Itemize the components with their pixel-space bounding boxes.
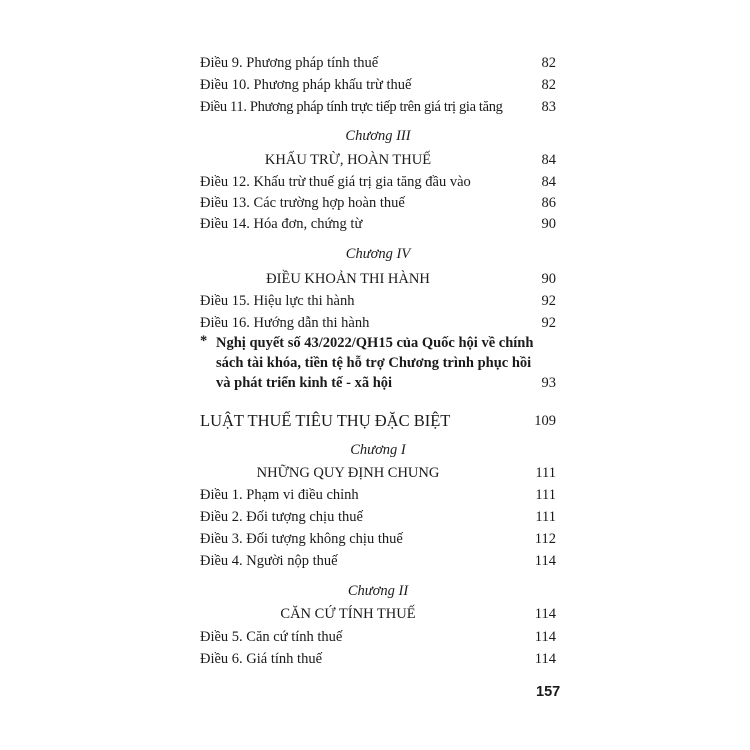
entry-page: 111: [535, 509, 556, 525]
entry-page: 83: [541, 99, 556, 115]
toc-entry: [200, 52, 556, 74]
toc-entry: [200, 312, 556, 334]
toc-entry: [200, 528, 556, 550]
chapter-heading: Chương I: [350, 442, 406, 458]
toc-entry: [200, 648, 556, 670]
entry-page: 84: [541, 152, 556, 168]
entry-page: 92: [541, 293, 556, 309]
page-number: 157: [536, 684, 561, 700]
chapter-heading: Chương IV: [345, 246, 411, 262]
chapter-title: [200, 603, 556, 625]
entry-title: Điều 14. Hóa đơn, chứng từ: [200, 216, 363, 232]
chapter-title: [200, 462, 556, 484]
entry-page: 111: [535, 465, 556, 481]
resolution-note: [200, 333, 556, 395]
entry-page: 93: [541, 375, 556, 391]
entry-title: Điều 1. Phạm vi điều chỉnh: [200, 487, 359, 503]
toc-entry: [200, 484, 556, 506]
chapter-heading: Chương II: [347, 583, 409, 599]
entry-title: Điều 16. Hướng dẫn thi hành: [200, 315, 370, 331]
entry-title: Điều 12. Khấu trừ thuế giá trị gia tăng đầu vào: [200, 174, 471, 190]
toc-entry: [200, 506, 556, 528]
toc-entry: [200, 192, 556, 214]
chapter-title-text: NHỮNG QUY ĐỊNH CHUNG: [256, 465, 440, 481]
entry-page: 114: [534, 629, 556, 645]
toc-entry: [200, 290, 556, 312]
entry-page: 114: [534, 553, 556, 569]
entry-page: 90: [541, 271, 556, 287]
note-line: Nghị quyết số 43/2022/QH15 của Quốc hội về chính: [216, 335, 534, 351]
entry-page: 112: [534, 531, 556, 547]
chapter-title-text: ĐIỀU KHOẢN THI HÀNH: [266, 271, 430, 287]
toc-entry: [200, 74, 556, 96]
entry-page: 109: [534, 413, 556, 429]
entry-page: 111: [535, 487, 556, 503]
entry-title: Điều 11. Phương pháp tính trực tiếp trên giá trị gia tăng: [200, 99, 503, 115]
bullet-star: *: [200, 333, 208, 349]
entry-page: 82: [541, 55, 556, 71]
law-heading: [200, 409, 556, 433]
chapter-title: [200, 268, 556, 290]
entry-title: Điều 3. Đối tượng không chịu thuế: [200, 531, 403, 547]
entry-title: Điều 13. Các trường hợp hoàn thuế: [200, 195, 405, 211]
note-line: và phát triển kinh tế - xã hội: [216, 375, 393, 391]
entry-title: Điều 10. Phương pháp khấu trừ thuế: [200, 77, 412, 93]
chapter-title: [200, 149, 556, 171]
entry-title: Điều 2. Đối tượng chịu thuế: [200, 509, 363, 525]
toc-entry: [200, 550, 556, 572]
entry-page: 90: [541, 216, 556, 232]
note-line: sách tài khóa, tiền tệ hỗ trợ Chương trình phục hồi: [216, 355, 532, 371]
entry-page: 82: [541, 77, 556, 93]
entry-title: Điều 9. Phương pháp tính thuế: [200, 55, 379, 71]
toc-entry: [200, 626, 556, 648]
entry-title: Điều 15. Hiệu lực thi hành: [200, 293, 355, 309]
entry-title: Điều 5. Căn cứ tính thuế: [200, 629, 343, 645]
chapter-title-text: CĂN CỨ TÍNH THUẾ: [280, 606, 416, 622]
entry-title: Điều 4. Người nộp thuế: [200, 553, 338, 569]
entry-page: 84: [541, 174, 556, 190]
chapter-heading: Chương III: [345, 128, 411, 144]
toc-entry: [200, 96, 556, 118]
entry-page: 92: [541, 315, 556, 331]
entry-page: 86: [541, 195, 556, 211]
toc-entry: [200, 213, 556, 235]
entry-page: 114: [534, 606, 556, 622]
entry-title: Điều 6. Giá tính thuế: [200, 651, 323, 667]
chapter-title-text: KHẤU TRỪ, HOÀN THUẾ: [264, 152, 432, 168]
toc-entry: [200, 171, 556, 193]
law-title: LUẬT THUẾ TIÊU THỤ ĐẶC BIỆT: [200, 411, 451, 430]
entry-page: 114: [534, 651, 556, 667]
